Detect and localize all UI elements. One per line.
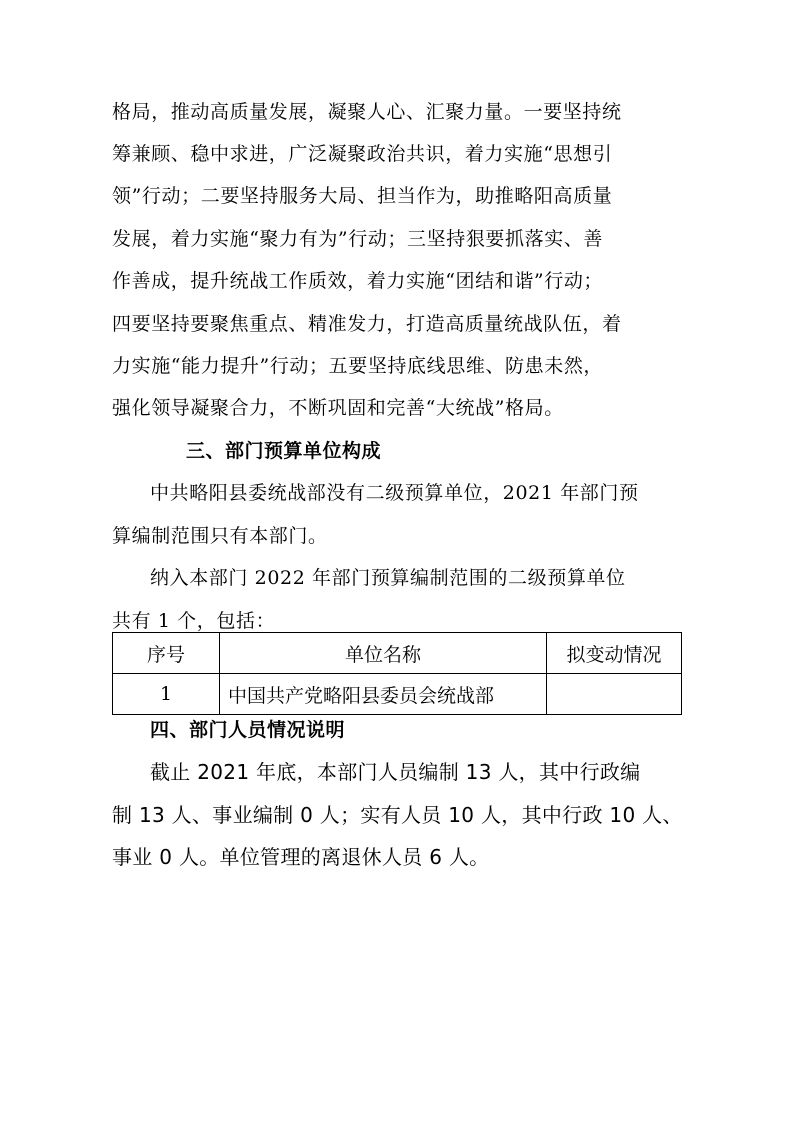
budget-units-table <box>112 632 682 715</box>
paragraph-line: 发展，着力实施“聚力有为”行动；三坚持狠要抓落实、善 <box>112 228 604 250</box>
paragraph-line: 格局，推动高质量发展，凝聚人心、汇聚力量。一要坚持统 <box>112 101 622 123</box>
paragraph-line: 截止 2021 年底，本部门人员编制 13 人，其中行政编 <box>150 760 641 784</box>
column-header-index: 序号 <box>113 633 220 674</box>
paragraph-line: 算编制范围只有本部门。 <box>112 525 328 547</box>
paragraph-line: 纳入本部门 2022 年部门预算编制范围的二级预算单位 <box>150 567 626 589</box>
cell-index: 1 <box>113 674 220 715</box>
column-header-unit-name: 单位名称 <box>220 633 547 674</box>
cell-unit-name: 中国共产党略阳县委员会统战部 <box>220 674 547 715</box>
section-heading-budget-units: 三、部门预算单位构成 <box>186 440 382 462</box>
paragraph-line: 筹兼顾、稳中求进，广泛凝聚政治共识，着力实施“思想引 <box>112 143 613 165</box>
table-header-row <box>113 633 682 674</box>
paragraph-line: 中共略阳县委统战部没有二级预算单位，2021 年部门预 <box>150 482 639 504</box>
paragraph-line: 事业 0 人。单位管理的离退休人员 6 人。 <box>112 845 490 869</box>
paragraph-line: 强化领导凝聚合力，不断巩固和完善“大统战”格局。 <box>112 397 564 419</box>
column-header-change: 拟变动情况 <box>547 633 682 674</box>
paragraph-line: 力实施“能力提升”行动；五要坚持底线思维、防患未然， <box>112 355 604 377</box>
paragraph-line: 共有 1 个，包括： <box>112 610 276 632</box>
paragraph-line: 四要坚持要聚焦重点、精准发力，打造高质量统战队伍，着 <box>112 313 622 335</box>
section-heading-staffing: 四、部门人员情况说明 <box>150 719 346 741</box>
table-row <box>113 674 682 715</box>
cell-change <box>547 674 682 715</box>
paragraph-line: 作善成，提升统战工作质效，着力实施“团结和谐”行动； <box>112 270 604 292</box>
paragraph-line: 领”行动；二要坚持服务大局、担当作为，助推略阳高质量 <box>112 185 613 207</box>
paragraph-line: 制 13 人、事业编制 0 人；实有人员 10 人，其中行政 10 人、 <box>112 803 683 827</box>
